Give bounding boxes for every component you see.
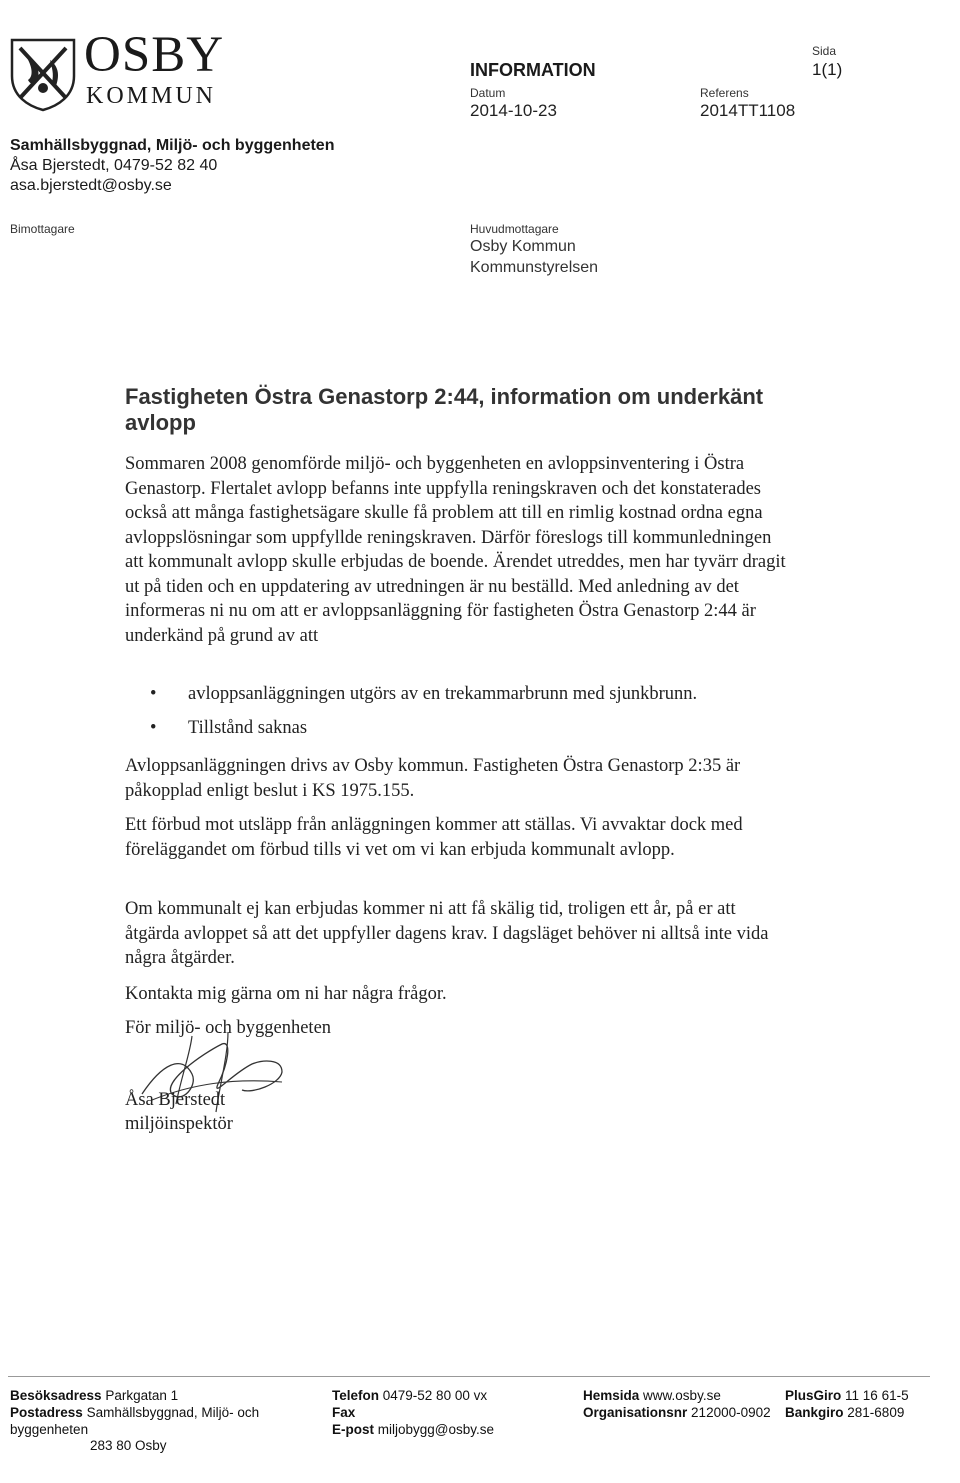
main-recipient-line1: Osby Kommun (470, 238, 576, 255)
sender-email: asa.bjerstedt@osby.se (10, 177, 172, 194)
visit-address: Parkgatan 1 (105, 1388, 179, 1403)
email-label: E-post (332, 1422, 374, 1437)
list-item (150, 684, 697, 705)
signatory-role: miljöinspektör (125, 1114, 233, 1134)
fax-label: Fax (332, 1405, 356, 1420)
bullet-icon: • (150, 684, 157, 704)
signatory-name: Åsa Bjerstedt (125, 1090, 226, 1110)
body-paragraph: Om kommunalt ej kan erbjudas kommer ni att få skälig tid, troligen ett år, på er att åtgärda avloppet så att det uppfyller dagens krav. I dagsläget behöver ni alltså inte vida några åtgärder. (125, 899, 769, 968)
postal-code: 283 80 Osby (90, 1438, 167, 1453)
postal-address-label: Postadress (10, 1405, 83, 1420)
visit-address-label: Besöksadress (10, 1388, 102, 1403)
sender-name-phone: Åsa Bjerstedt, 0479-52 82 40 (10, 157, 218, 174)
date-label: Datum (470, 86, 506, 100)
body-paragraph: Ett förbud mot utsläpp från anläggningen kommer att ställas. Vi avvaktar dock med föreläggandet om förbud tills vi vet om vi kan erbjuda kommunalt avlopp. (125, 815, 743, 860)
main-recipient-label: Huvudmottagare (470, 222, 559, 236)
org-number-value: 212000-0902 (691, 1405, 771, 1420)
coat-of-arms-icon (8, 36, 78, 112)
phone-value: 0479-52 80 00 vx (382, 1388, 488, 1403)
phone-label: Telefon (332, 1388, 379, 1403)
body-paragraph: Kontakta mig gärna om ni har några frågor. (125, 984, 447, 1004)
body-paragraph: Avloppsanläggningen drivs av Osby kommun. Fastigheten Östra Genastorp 2:35 är påkopplad enligt beslut i KS 1975.155. (125, 756, 741, 801)
org-number-label: Organisationsnr (583, 1405, 688, 1420)
bankgiro-label: Bankgiro (785, 1405, 844, 1420)
bankgiro-value: 281-6809 (847, 1405, 905, 1420)
list-item-text: avloppsanläggningen utgörs av en trekammarbrunn med sjunkbrunn. (188, 684, 698, 704)
reference-value: 2014TT1108 (700, 101, 796, 120)
reference-label: Referens (700, 86, 749, 100)
footer-org (583, 1387, 943, 1421)
page-label: Sida (812, 44, 837, 58)
page-number: 1(1) (812, 60, 843, 79)
postal-address: Samhällsbyggnad, Miljö- och byggenheten (10, 1405, 260, 1437)
letter-title: Fastigheten Östra Genastorp 2:44, information om underkänt avlopp (125, 384, 764, 435)
cc-recipient-label: Bimottagare (10, 222, 75, 236)
email-link[interactable]: miljobygg@osby.se (377, 1422, 495, 1437)
logo-name: OSBY (84, 27, 225, 83)
plusgiro-label: PlusGiro (785, 1388, 842, 1403)
footer-contact (332, 1387, 572, 1438)
website-link[interactable]: www.osby.se (643, 1388, 721, 1403)
body-paragraph: Sommaren 2008 genomförde miljö- och byggenheten en avloppsinventering i Östra Genastorp. Flertalet avlopp befanns inte uppfylla reningskraven och det konstaterades också att många fastighetsägare skulle få problem att till en rimlig kostnad ordna egna avloppslösningar som uppfyllde reningskraven. Därför föreslogs till kommunledningen att kommunalt avlopp skulle erbjudas de boende. Ärendet utreddes, men har tyvärr dragit ut på tiden och en uppdatering av utredningen är nu beställd. Med anledning av det informeras ni nu om att er avloppsanläggning för fastigheten Östra Genastorp 2:44 är underkänd på grund av att (125, 454, 786, 646)
list-item (150, 718, 307, 739)
closing-line: För miljö- och byggenheten (125, 1018, 332, 1038)
footer-addresses (10, 1387, 310, 1438)
document-type: INFORMATION (470, 60, 596, 80)
plusgiro-value: 11 16 61-5 (845, 1388, 909, 1403)
sender-department: Samhällsbyggnad, Miljö- och byggenheten (10, 137, 335, 154)
date-value: 2014-10-23 (470, 101, 557, 120)
website-label: Hemsida (583, 1388, 640, 1403)
list-item-text: Tillstånd saknas (188, 718, 308, 738)
main-recipient-line2: Kommunstyrelsen (470, 259, 599, 276)
footer-divider (8, 1376, 930, 1377)
logo-subtitle: KOMMUN (86, 83, 217, 109)
bullet-icon: • (150, 718, 157, 738)
